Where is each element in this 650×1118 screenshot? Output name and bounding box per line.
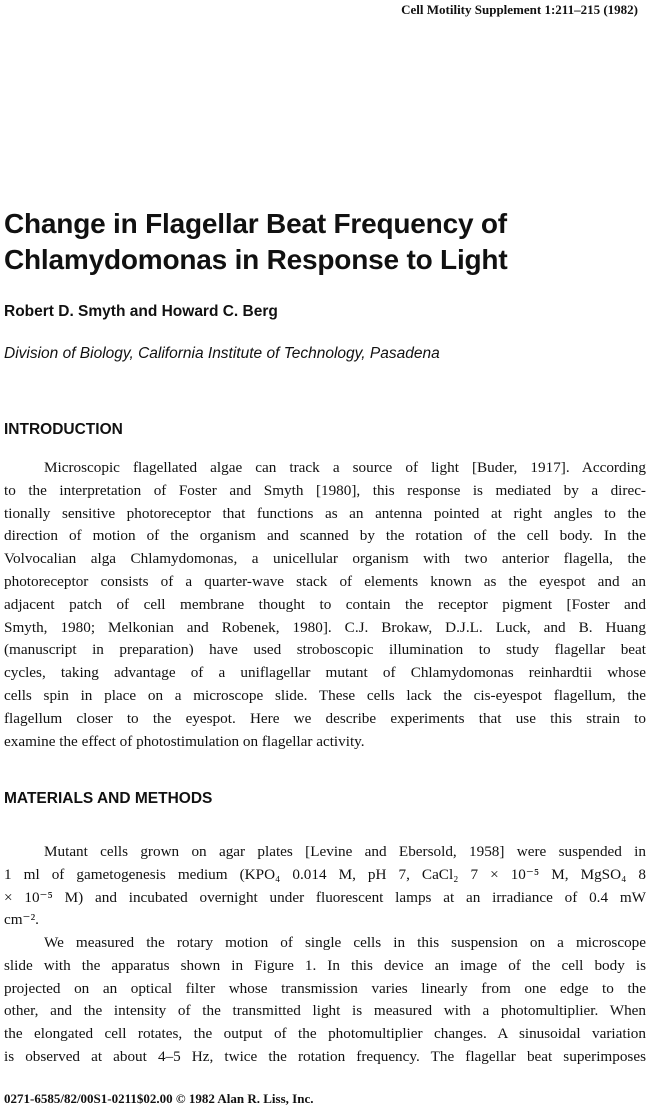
article-title [4, 206, 634, 278]
text-line: Mutant cells grown on agar plates [Levine and Ebersold, 1958] were suspended in [44, 843, 646, 860]
text-line: 1 ml of gametogenesis medium (KPO₄ 0.014 M, pH 7, CaCl₂ 7 × 10⁻⁵ M, MgSO₄ 8 [4, 865, 646, 883]
text-line: examine the effect of photostimulation on flagellar activity. [4, 732, 365, 750]
text-line: tionally sensitive photoreceptor that functions as an antenna pointed at right angles to the [4, 504, 646, 522]
section-heading-introduction: INTRODUCTION [4, 421, 123, 438]
text-line: × 10⁻⁵ M) and incubated overnight under fluorescent lamps at an irradiance of 0.4 mW [4, 888, 646, 906]
text-line: Smyth, 1980; Melkonian and Robenek, 1980]. C.J. Brokaw, D.J.L. Luck, and B. Huang [4, 618, 646, 636]
running-head: Cell Motility Supplement 1:211–215 (1982) [401, 2, 638, 17]
text-line: We measured the rotary motion of single cells in this suspension on a microscope [44, 934, 646, 951]
text-line: Microscopic flagellated algae can track a source of light [Buder, 1917]. According [44, 459, 646, 476]
text-line: slide with the apparatus shown in Figure 1. In this device an image of the cell body is [4, 956, 646, 974]
text-line: (manuscript in preparation) have used stroboscopic illumination to study flagellar beat [4, 641, 646, 659]
text-line: the elongated cell rotates, the output of the photomultiplier changes. A sinusoidal variation [4, 1025, 646, 1043]
text-line: cycles, taking advantage of a uniflagellar mutant of Chlamydomonas reinhardtii whose [4, 664, 646, 682]
affiliation: Division of Biology, California Institute of Technology, Pasadena [4, 345, 440, 362]
copyright-footer: 0271-6585/82/00S1-0211$02.00 © 1982 Alan R. Liss, Inc. [4, 1091, 314, 1106]
methods-paragraph [4, 932, 646, 1069]
text-line: cells spin in place on a microscope slide. These cells lack the cis-eyespot flagellum, the [4, 686, 646, 704]
methods-paragraph [4, 841, 646, 932]
text-line: to the interpretation of Foster and Smyth [1980], this response is mediated by a direc- [4, 481, 646, 499]
text-line: projected on an optical filter whose transmission varies linearly from one edge to the [4, 979, 646, 997]
introduction-paragraph [4, 457, 646, 753]
text-line: direction of motion of the organism and scanned by the rotation of the cell body. In the [4, 527, 646, 545]
title-line: Chlamydomonas in Response to Light [4, 244, 508, 275]
text-line: Volvocalian alga Chlamydomonas, a unicellular organism with two anterior flagella, the [4, 550, 646, 568]
text-line: other, and the intensity of the transmitted light is measured with a photomultiplier. When [4, 1002, 646, 1020]
text-line: adjacent patch of cell membrane thought to contain the receptor pigment [Foster and [4, 595, 646, 613]
text-line: photoreceptor consists of a quarter-wave stack of elements known as the eyespot and an [4, 572, 646, 590]
title-line: Change in Flagellar Beat Frequency of [4, 208, 507, 239]
text-line: flagellum closer to the eyespot. Here we describe experiments that use this strain to [4, 709, 646, 727]
authors: Robert D. Smyth and Howard C. Berg [4, 303, 278, 320]
text-line: is observed at about 4–5 Hz, twice the rotation frequency. The flagellar beat superimposes [4, 1047, 646, 1065]
section-heading-materials-and-methods: MATERIALS AND METHODS [4, 790, 213, 807]
text-line: cm⁻². [4, 911, 39, 929]
